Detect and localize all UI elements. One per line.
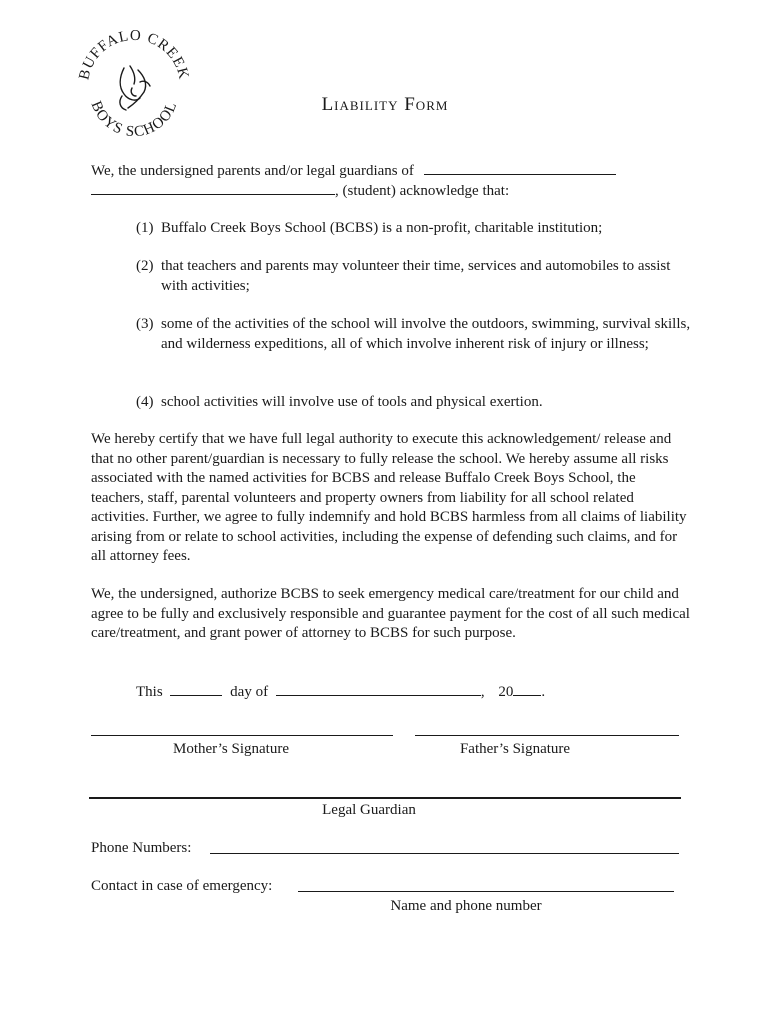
list-item-text: some of the activities of the school will involve the outdoors, swimming, survival skills, and wilderness expeditions, all of which involve inherent risk of injury or illness;: [161, 316, 691, 352]
logo-top-text: BUFFALO CREEK: [78, 27, 190, 82]
date-line: [136, 681, 545, 703]
father-signature-label: Father’s Signature: [459, 741, 571, 757]
intro-suffix: , (student) acknowledge that:: [335, 183, 510, 199]
day-blank[interactable]: [170, 681, 222, 696]
guardian-signature-label: Legal Guardian: [322, 802, 416, 818]
father-signature-line[interactable]: [415, 735, 679, 736]
emergency-contact-hint: Name and phone number: [390, 898, 542, 914]
guardian-name-blank[interactable]: [424, 160, 616, 175]
emergency-contact-label: Contact in case of emergency:: [91, 878, 273, 894]
student-name-blank[interactable]: [91, 180, 335, 195]
mother-signature-label: Mother’s Signature: [173, 741, 289, 757]
year-prefix: 20: [498, 684, 514, 700]
date-period: .: [541, 684, 546, 700]
date-this-label: This: [136, 684, 163, 700]
intro-line-1: [91, 160, 616, 182]
list-item-text: school activities will involve use of tools and physical exertion.: [161, 394, 543, 410]
medical-authorization-paragraph: We, the undersigned, authorize BCBS to seek emergency medical care/treatment for our child and agree to be fully and exclusively responsible and guarantee payment for the cost of all such medical care/treatment, and grant power of attorney to BCBS for such purpose.: [91, 586, 690, 641]
guardian-signature-line[interactable]: [89, 797, 681, 799]
list-item-text: that teachers and parents may volunteer their time, services and automobiles to assist with activities;: [161, 258, 671, 294]
list-item-text: Buffalo Creek Boys School (BCBS) is a non-profit, charitable institution;: [161, 220, 603, 236]
intro-text: We, the undersigned parents and/or legal guardians of: [91, 163, 414, 179]
certification-paragraph: We hereby certify that we have full legal authority to execute this acknowledgement/ release and that no other parent/guardian is necessary to fully release the school. We hereby assume all risks associated with the named activities for BCBS and release Buffalo Creek Boys School, the teachers, staff, parental volunteers and property owners from liability for all school related activities. Further, we agree to fully indemnify and hold BCBS harmless from all claims of liability arising from or relate to school activities, including the expense of defending such claims, and for all attorney fees.: [91, 431, 687, 564]
list-item-number: (4): [136, 394, 154, 410]
list-item-number: (1): [136, 220, 154, 236]
phone-numbers-field[interactable]: [210, 853, 679, 854]
phone-label: Phone Numbers:: [91, 840, 192, 856]
date-day-of-label: day of: [230, 684, 269, 700]
logo-bottom-text: BOYS SCHOOL: [87, 99, 181, 141]
list-item-number: (2): [136, 258, 154, 274]
year-blank[interactable]: [513, 681, 541, 696]
month-blank[interactable]: [276, 681, 481, 696]
mother-signature-line[interactable]: [91, 735, 393, 736]
date-comma: ,: [480, 684, 485, 700]
page-title: Liability Form: [321, 94, 449, 115]
school-logo: [78, 26, 190, 146]
intro-line-2: [91, 180, 509, 202]
emergency-contact-field[interactable]: [298, 891, 674, 892]
list-item-number: (3): [136, 316, 154, 332]
